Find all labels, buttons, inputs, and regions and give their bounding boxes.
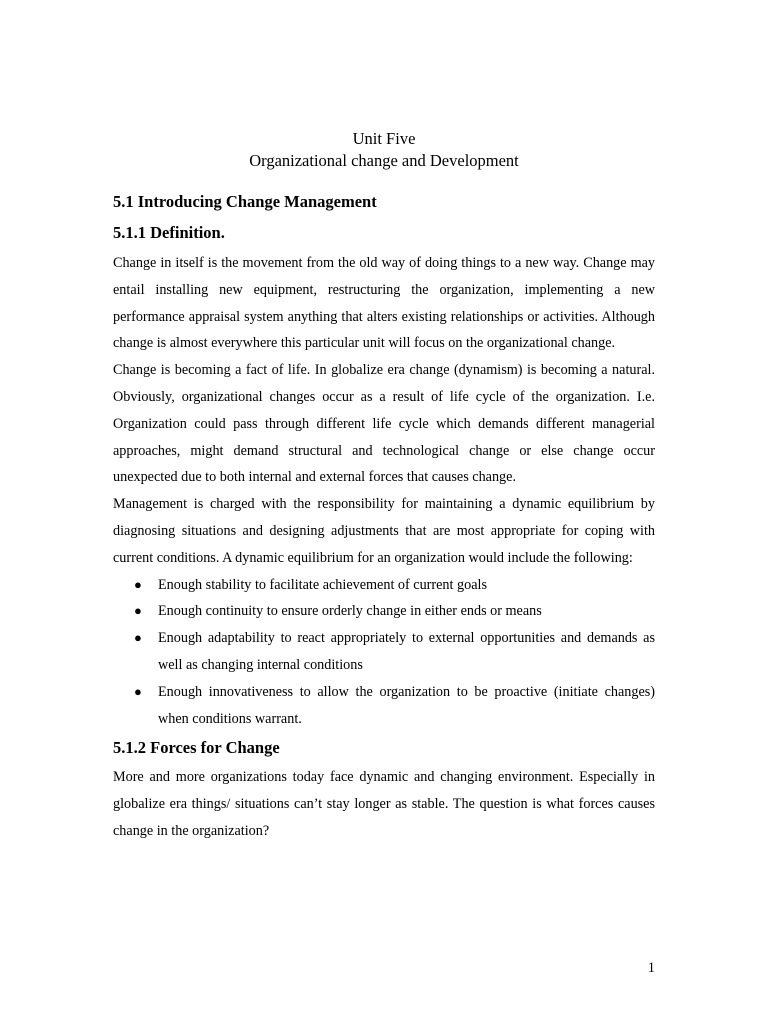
list-item-text: Enough innovativeness to allow the organization to be proactive (initiate changes) when conditions warrant. [158,683,655,727]
list-item [113,598,655,625]
list-item-text: Enough adaptability to react appropriately to external opportunities and demands as well as changing internal conditions [158,630,655,673]
unit-subtitle: Organizational change and Development [249,151,519,170]
bullet-icon: ● [134,603,142,619]
bullet-icon: ● [134,683,142,699]
list-item [113,679,655,733]
definition-paragraph-2: Change is becoming a fact of life. In globalize era change (dynamism) is becoming a natural. Obviously, organizational changes occur as a result of life cycle of the organization. I.e. Organization could pass through different life cycle which demands different managerial approaches, might demand structural and technological change or else change occur unexpected due to both internal and external forces that causes change. [113,362,655,486]
unit-title: Unit Five [352,129,416,148]
document-body [113,190,655,845]
equilibrium-list [113,572,655,733]
bullet-icon: ● [134,576,142,592]
definition-paragraph-1: Change in itself is the movement from the old way of doing things to a new way. Change may entail installing new equipment, restructuring the organization, implementing a new performance appraisal system anything that alters existing relationships or activities. Although change is almost everywhere this particular unit will focus on the organizational change. [113,255,655,352]
page-number: 1 [647,960,655,976]
forces-heading: 5.1.2 Forces for Change [113,738,280,758]
forces-paragraph: More and more organizations today face dynamic and changing environment. Especially in globalize era things/ situations can’t stay longer as stable. The question is what forces causes change in the organization? [113,769,655,839]
list-item-text: Enough continuity to ensure orderly change in either ends or means [158,603,542,620]
definition-paragraph-3: Management is charged with the responsibility for maintaining a dynamic equilibrium by diagnosing situations and designing adjustments that are most appropriate for coping with current conditions. A dynamic equilibrium for an organization would include the following: [113,496,655,566]
definition-heading-punct: . [220,223,225,242]
list-item-text: Enough stability to facilitate achievement of current goals [158,576,487,593]
definition-heading [113,221,655,245]
list-item [113,625,655,679]
bullet-icon: ● [134,630,142,646]
definition-heading-text: 5.1.1 Definition [113,223,221,242]
section-heading: 5.1 Introducing Change Management [113,192,377,211]
list-item [113,572,655,599]
unit-title-block [0,128,768,172]
